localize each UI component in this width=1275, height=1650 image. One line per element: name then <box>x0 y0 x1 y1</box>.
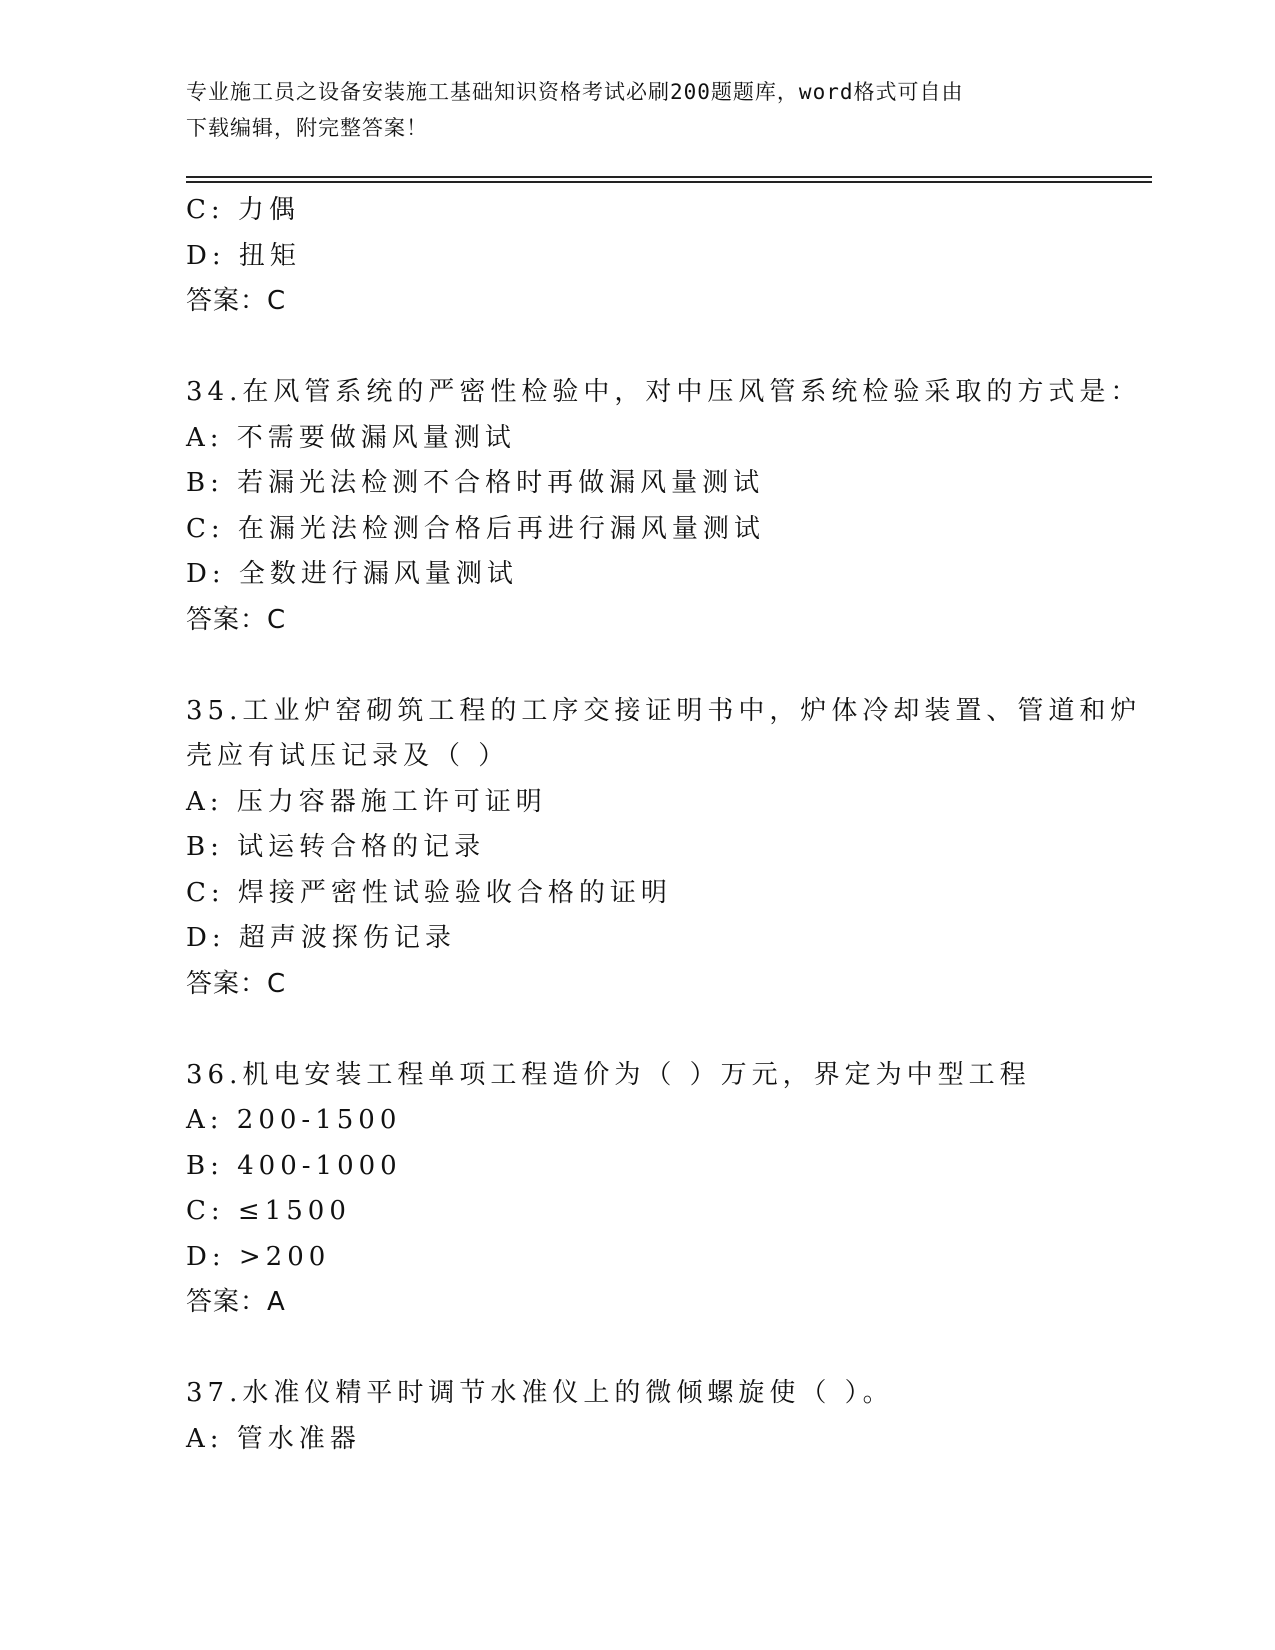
header-divider-bottom <box>186 181 1152 183</box>
question-text: 36.机电安装工程单项工程造价为（ ）万元，界定为中型工程 <box>186 1059 1031 1090</box>
question-block-prev <box>186 188 1152 325</box>
spacer <box>186 1326 1152 1372</box>
spacer <box>186 325 1152 371</box>
option-d: D: 超声波探伤记录 <box>186 923 456 953</box>
question-text-line-2: 壳应有试压记录及（ ） <box>186 741 510 771</box>
question-block-36 <box>186 1053 1152 1326</box>
spacer <box>186 1007 1152 1053</box>
header-title-line-2: 下载编辑，附完整答案！ <box>186 116 428 140</box>
answer-line: 答案：C <box>186 968 287 999</box>
option-d: D: 扭矩 <box>186 240 301 271</box>
question-text: 34.在风管系统的严密性检验中，对中压风管系统检验采取的方式是： <box>186 377 1142 407</box>
header-divider-top <box>186 176 1152 178</box>
option-a: A: 不需要做漏风量测试 <box>186 422 516 453</box>
answer-line: 答案：A <box>186 1287 286 1317</box>
option-c: C: ≤1500 <box>186 1196 351 1226</box>
option-a: A: 压力容器施工许可证明 <box>186 786 547 817</box>
option-a: A: 管水准器 <box>186 1423 361 1454</box>
option-b: B: 试运转合格的记录 <box>186 832 486 862</box>
option-b: B: 400-1000 <box>186 1150 402 1181</box>
spacer <box>186 643 1152 689</box>
question-block-37 <box>186 1371 1152 1462</box>
question-block-35 <box>186 689 1152 1008</box>
option-c: C: 力偶 <box>186 195 300 225</box>
header-title-line-1: 专业施工员之设备安装施工基础知识资格考试必刷200题题库，word格式可自由 <box>186 80 964 104</box>
option-d: D: 全数进行漏风量测试 <box>186 559 518 589</box>
question-text-line-1: 35.工业炉窑砌筑工程的工序交接证明书中，炉体冷却装置、管道和炉 <box>186 695 1142 726</box>
document-header <box>186 74 1086 146</box>
question-text: 37.水准仪精平时调节水准仪上的微倾螺旋使（ ）。 <box>186 1378 894 1408</box>
answer-line: 答案：C <box>186 286 287 316</box>
option-c: C: 在漏光法检测合格后再进行漏风量测试 <box>186 513 765 544</box>
question-block-34 <box>186 370 1152 643</box>
option-a: A: 200-1500 <box>186 1105 402 1135</box>
option-c: C: 焊接严密性试验验收合格的证明 <box>186 877 672 908</box>
answer-line: 答案：C <box>186 604 287 635</box>
option-d: D: >200 <box>186 1241 331 1272</box>
question-list <box>186 188 1152 1462</box>
option-b: B: 若漏光法检测不合格时再做漏风量测试 <box>186 468 765 498</box>
